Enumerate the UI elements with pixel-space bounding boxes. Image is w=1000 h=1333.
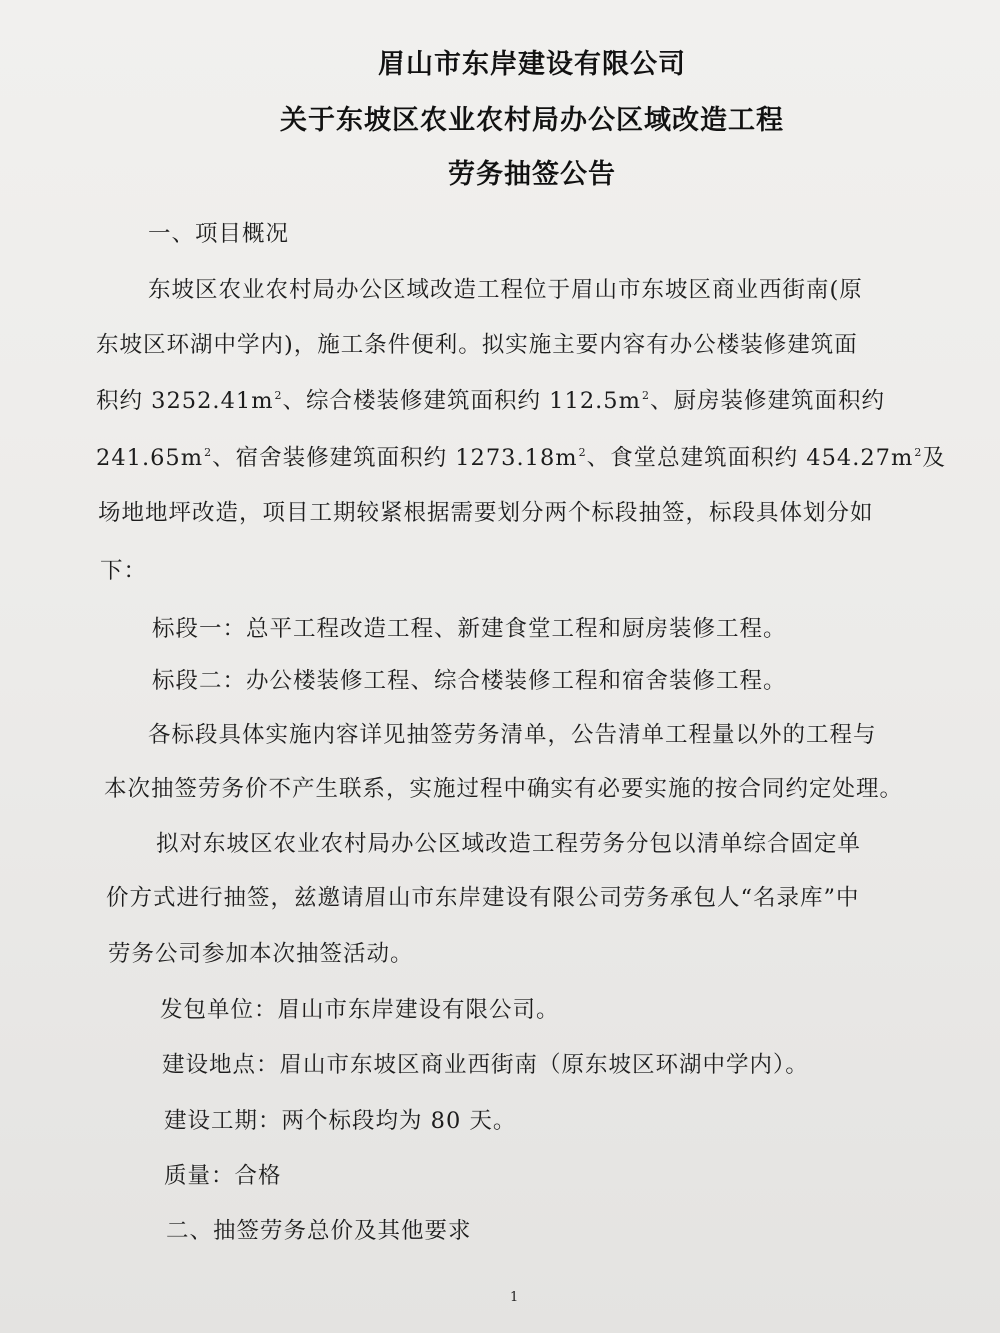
employer-line: 发包单位：眉山市东岸建设有限公司。 <box>160 997 560 1023</box>
title-company: 眉山市东岸建设有限公司 <box>378 49 686 80</box>
overview-line-4: $241.65m^2$、宿舍装修建筑面积约 $1273.18m^2$、食堂总建筑面积约 $454.27m^2$及 <box>96 445 946 471</box>
duration-line: 建设工期：两个标段均为 80 天。 <box>164 1108 517 1134</box>
quality-line: 质量：合格 <box>164 1163 282 1189</box>
overview-line-5: 场地地坪改造，项目工期较紧根据需要划分两个标段抽签，标段具体划分如 <box>98 500 874 526</box>
overview-line-3: 积约 $3252.41m^2$、综合楼装修建筑面积约 $112.5m^2$、厨房装修建筑面积约 <box>96 388 885 414</box>
lot-2: 标段二：办公楼装修工程、综合楼装修工程和宿舍装修工程。 <box>152 668 787 694</box>
overview-line-1: 东坡区农业农村局办公区域改造工程位于眉山市东坡区商业西街南(原 <box>148 277 863 303</box>
scope-line-1: 各标段具体实施内容详见抽签劳务清单，公告清单工程量以外的工程与 <box>148 722 877 748</box>
invite-line-2: 价方式进行抽签，兹邀请眉山市东岸建设有限公司劳务承包人“名录库”中 <box>106 885 860 911</box>
lot-1: 标段一：总平工程改造工程、新建食堂工程和厨房装修工程。 <box>152 616 787 642</box>
overview-line-2: 东坡区环湖中学内)，施工条件便利。拟实施主要内容有办公楼装修建筑面 <box>96 332 858 358</box>
invite-line-1: 拟对东坡区农业农村局办公区域改造工程劳务分包以清单综合固定单 <box>156 831 862 857</box>
section2-heading: 二、抽签劳务总价及其他要求 <box>166 1218 472 1244</box>
invite-line-3: 劳务公司参加本次抽签活动。 <box>108 941 414 967</box>
scope-line-2: 本次抽签劳务价不产生联系，实施过程中确实有必要实施的按合同约定处理。 <box>104 776 904 802</box>
site-line: 建设地点：眉山市东坡区商业西街南（原东坡区环湖中学内）。 <box>162 1052 809 1078</box>
page-number: 1 <box>510 1290 519 1305</box>
title-project: 关于东坡区农业农村局办公区域改造工程 <box>280 105 784 136</box>
overview-line-6: 下： <box>100 558 148 584</box>
title-announcement: 劳务抽签公告 <box>448 159 616 190</box>
section1-heading: 一、项目概况 <box>148 221 290 247</box>
